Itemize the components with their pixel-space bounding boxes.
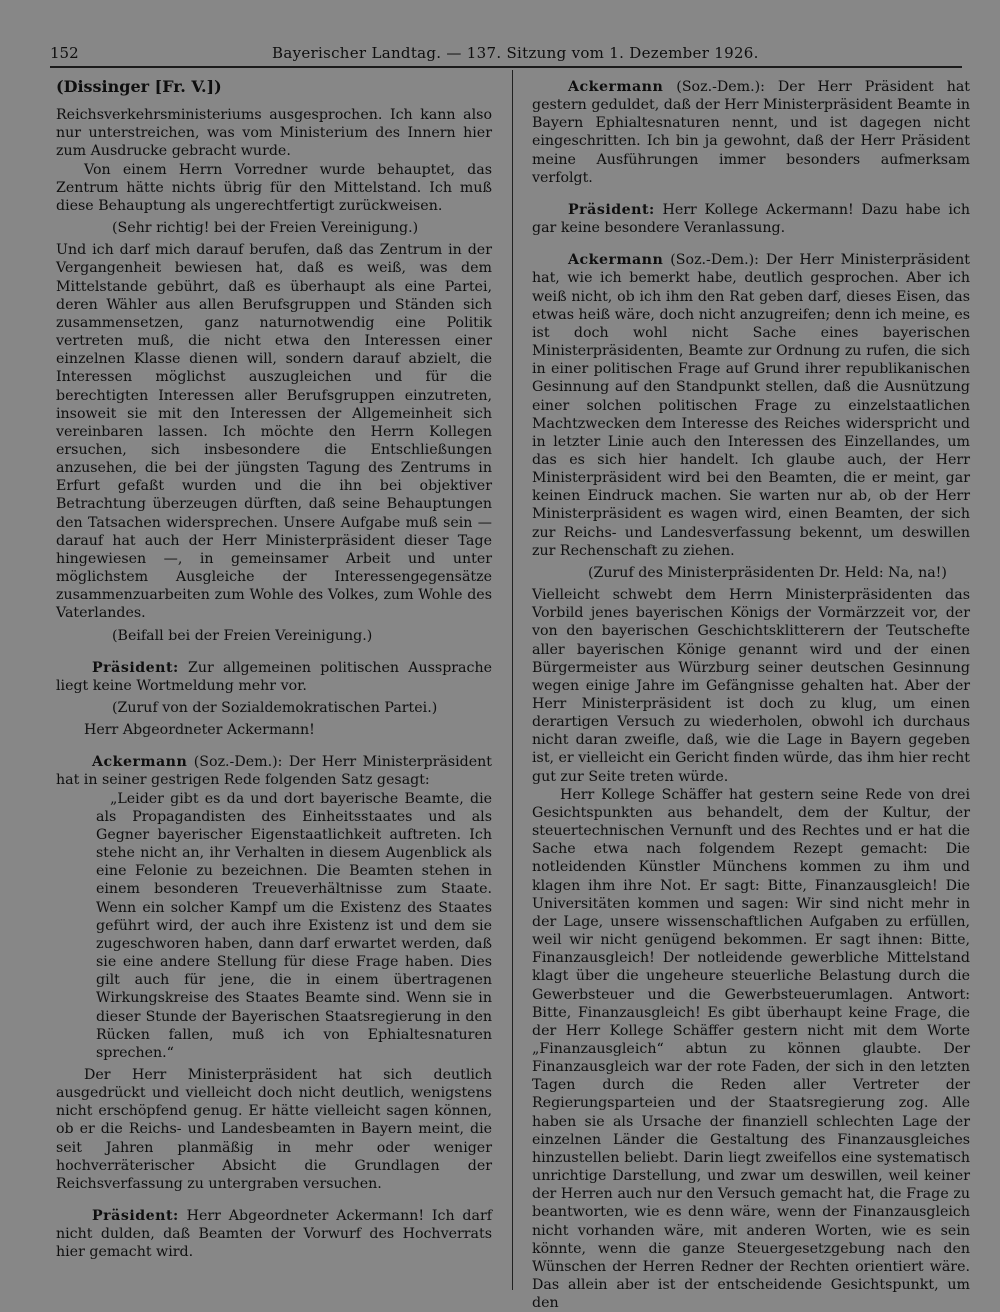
paragraph: Herr Abgeordneter Ackermann! [84, 722, 315, 739]
speech [56, 1207, 492, 1261]
speaker-context: (Dissinger [Fr. V.]) [56, 77, 222, 96]
speaker-name: Ackermann [568, 252, 664, 269]
interjection: (Beifall bei der Freien Vereinigung.) [112, 627, 373, 644]
speech-text: (Soz.-Dem.): Der Herr Ministerpräsident hat, wie ich bemerkt habe, deutlich gesprochen. Aber ich weiß nicht, ob ich ihm den Rat geben darf, dieses Eisen, das etwas heiß wäre, doch nicht anzugreifen; denn ich meine, es ist doch wohl nicht Sache eines bayerischen Ministerpräsidenten, Beamte zur Ordnung zu rufen, die sich in einer politischen Frage auf Grund ihrer republikanischen Gesinnung auf den Standpunkt stellen, daß die Ausnützung einer solchen politischen Frage zu einzelstaatlichen Machtzwecken dem Interesse des Reiches widerspricht und in letzter Linie auch den Interessen des Einzellandes, um das es sich hier handelt. Ich glaube auch, der Herr Ministerpräsident wird bei den Beamten, die er meint, gar keinen Eindruck machen. Sie warten nur ab, ob der Herr Ministerpräsident es wagen wird, einen Beamten, der sich zur Reichs- und Landesverfassung bekennt, um deswillen zur Rechenschaft zu ziehen. [532, 252, 970, 559]
speech [532, 78, 970, 187]
paragraph: Und ich darf mich darauf berufen, daß das Zentrum in der Vergangenheit bewiesen hat, daß es weiß, was dem Mittelstande gebührt, daß es überhaupt als eine Partei, deren Wähler aus allen Berufsgruppen und Ständen sich zusammensetzen, ganz naturnotwendig eine Politik vertreten muß, die nicht etwa den Interessen einer einzelnen Klasse dienen will, sondern darauf abzielt, die Interessen möglichst auszugleichen und für die berechtigten Interessen aller Berufsgruppen einzutreten, insoweit sie mit den Interessen der Allgemeinheit sich vereinbaren lassen. Ich möchte den Herrn Kollegen ersuchen, sich insbesondere die Entschließungen anzusehen, die bei der jüngsten Tagung des Zentrums in Erfurt gefaßt wurden und die ihn bei objektiver Betrachtung überzeugen dürften, daß seine Behauptungen den Tatsachen widersprechen. Unsere Aufgabe muß sein — darauf hat auch der Herr Ministerpräsident dieser Tage hingewiesen —, in gemeinsamer Arbeit und unter möglichstem Ausgleiche der Interessengegensätze zusammenzuarbeiten zum Wohle des Volkes, zum Wohle des Vaterlandes. [56, 242, 492, 622]
page-number: 152 [50, 44, 79, 62]
paragraph: Der Herr Ministerpräsident hat sich deutlich ausgedrückt und vielleicht doch nicht deutlich, wenigstens nicht erschöpfend genug. Er hätte vielleicht sagen können, ob er die Reichs- und Landesbeamten in Bayern meint, die seit Jahren planmäßig in mehr oder weniger hochverräterischer Absicht die Grundlagen der Reichsverfassung zu untergraben versuchen. [56, 1066, 492, 1192]
interjection: (Zuruf des Ministerpräsidenten Dr. Held: Na, na!) [588, 564, 947, 581]
paragraph: Vielleicht schwebt dem Herrn Ministerpräsidenten das Vorbild jenes bayerischen Königs der Vormärzzeit vor, der von den bayerischen Geschichtsklitterern der Teutschefte aller bayerischen Könige genannt wird und der einen Bürgermeister aus Würzburg seiner deutschen Gesinnung wegen einige Jahre im Gefängnisse gehalten hat. Aber der Herr Ministerpräsident ist doch zu klug, um einen derartigen Versuch zu wiederholen, obwohl ich durchaus nicht daran zweifle, daß, wie die Lage in Bayern gegeben ist, er vielleicht ein Gericht finden würde, das ihm hier recht gut zur Seite treten würde. [532, 587, 970, 785]
running-head: Bayerischer Landtag. — 137. Sitzung vom 1. Dezember 1926. [272, 44, 759, 62]
interjection: (Zuruf von der Sozialdemokratischen Partei.) [112, 700, 438, 716]
speaker-name: Ackermann [568, 79, 664, 95]
speech-text: Zur allgemeinen politischen Aussprache liegt keine Wortmeldung mehr vor. [56, 659, 492, 694]
column-divider [512, 70, 513, 1290]
speech [532, 201, 970, 237]
interjection: (Sehr richtig! bei der Freien Vereinigung.) [112, 220, 419, 237]
paragraph: Reichsverkehrsministeriums ausgesprochen. Ich kann also nur unterstreichen, was vom Ministerium des Innern hier zum Ausdrucke gebracht wurde. [56, 107, 492, 160]
left-column [56, 78, 492, 1262]
right-column [532, 78, 970, 1312]
speech [56, 753, 492, 789]
speaker-name: Präsident: [568, 201, 655, 218]
paragraph: Herr Kollege Schäffer hat gestern seine Rede von drei Gesichtspunkten aus behandelt, dem der Kultur, der steuertechnischen Vernunft und des Rechtes und er hat die Sache etwa nach folgendem Rezept gemacht: Die notleidenden Künstler Münchens kommen zu ihm und klagen ihm ihre Not. Er sagt: Bitte, Finanzausgleich! Die Universitäten kommen und sagen: Wir sind nicht mehr in der Lage, unsere wissenschaftlichen Aufgaben zu erfüllen, weil wir nicht genügend bekommen. Er sagt ihnen: Bitte, Finanzausgleich! Der notleidende gewerbliche Mittelstand klagt über die ungeheure steuerliche Belastung durch die Gewerbsteuer und die Gewerbsteuerumlagen. Antwort: Bitte, Finanzausgleich! Es gibt überhaupt keine Frage, die der Herr Kollege Schäffer gestern nicht mit dem Worte „Finanzausgleich“ abtun zu können glaubte. Der Finanzausgleich war der rote Faden, der sich in den letzten Tagen durch die Reden aller Vertreter der Regierungsparteien und der Staatsregierung zog. Alle haben sie als Ursache der finanziell schlechten Lage der einzelnen Länder die Gestaltung des Finanzausgleiches hinzustellen beliebt. Darin liegt zweifellos eine systematisch unrichtige Darstellung, und zwar um deswillen, weil keiner der Herren auch nur den Versuch gemacht hat, die Frage zu beantworten, wie es denn wäre, wenn der Finanzausgleich nicht vorhanden wäre, mit anderen Worten, wie es sein könnte, wenn die ganze Steuergesetzgebung nach den Wünschen der Herren Redner der Rechten orientiert wäre. Das allein aber ist der entscheidende Gesichtspunkt, um den [532, 786, 970, 1312]
paragraph: Von einem Herrn Vorredner wurde behauptet, das Zentrum hätte nichts übrig für den Mittelstand. Ich muß diese Behauptung als ungerechtfertigt zurückweisen. [56, 161, 492, 214]
speaker-name: Präsident: [92, 659, 179, 676]
speech [532, 251, 970, 560]
speech-text: Herr Abgeordneter Ackermann! Ich darf nicht dulden, daß Beamten der Vorwurf des Hochverrats hier gemacht wird. [56, 1208, 492, 1261]
speaker-name: Ackermann [92, 754, 188, 771]
speech [56, 659, 492, 695]
speech-text: Herr Kollege Ackermann! Dazu habe ich gar keine besondere Veranlassung. [532, 201, 970, 237]
quotation: „Leider gibt es da und dort bayerische Beamte, die als Propagandisten des Einheitsstaates und als Gegner bayerischer Eigenstaatlichkeit auftreten. Ich stehe nicht an, ihr Verhalten in diesem Augenblick als eine Felonie zu bezeichnen. Die Beamten stehen in einem besonderen Treueverhältnisse zum Staate. Wenn ein solcher Kampf um die Existenz des Staates geführt wird, der auch ihre Existenz ist und dem sie zugeschworen haben, dann darf erwartet werden, daß sie eine andere Stellung für diese Frage haben. Dies gilt auch für jene, die in einem übertragenen Wirkungskreise des Staates Beamte sind. Wenn sie in dieser Stunde der Bayerischen Staatsregierung in den Rücken fallen, muß ich von Ephialtesnaturen sprechen.“ [96, 790, 492, 1061]
speech-text: (Soz.-Dem.): Der Herr Präsident hat gestern geduldet, daß der Herr Ministerpräsident Beamte in Bayern Ephialtesnaturen nennt, und ist dagegen nicht eingeschritten. Ich bin ja gewohnt, daß der Herr Präsident meine Ausführungen immer besonders aufmerksam verfolgt. [532, 79, 970, 186]
page-header [50, 42, 962, 68]
speaker-name: Präsident: [92, 1208, 179, 1225]
speech-text: (Soz.-Dem.): Der Herr Ministerpräsident hat in seiner gestrigen Rede folgenden Satz gesagt: [56, 754, 492, 789]
